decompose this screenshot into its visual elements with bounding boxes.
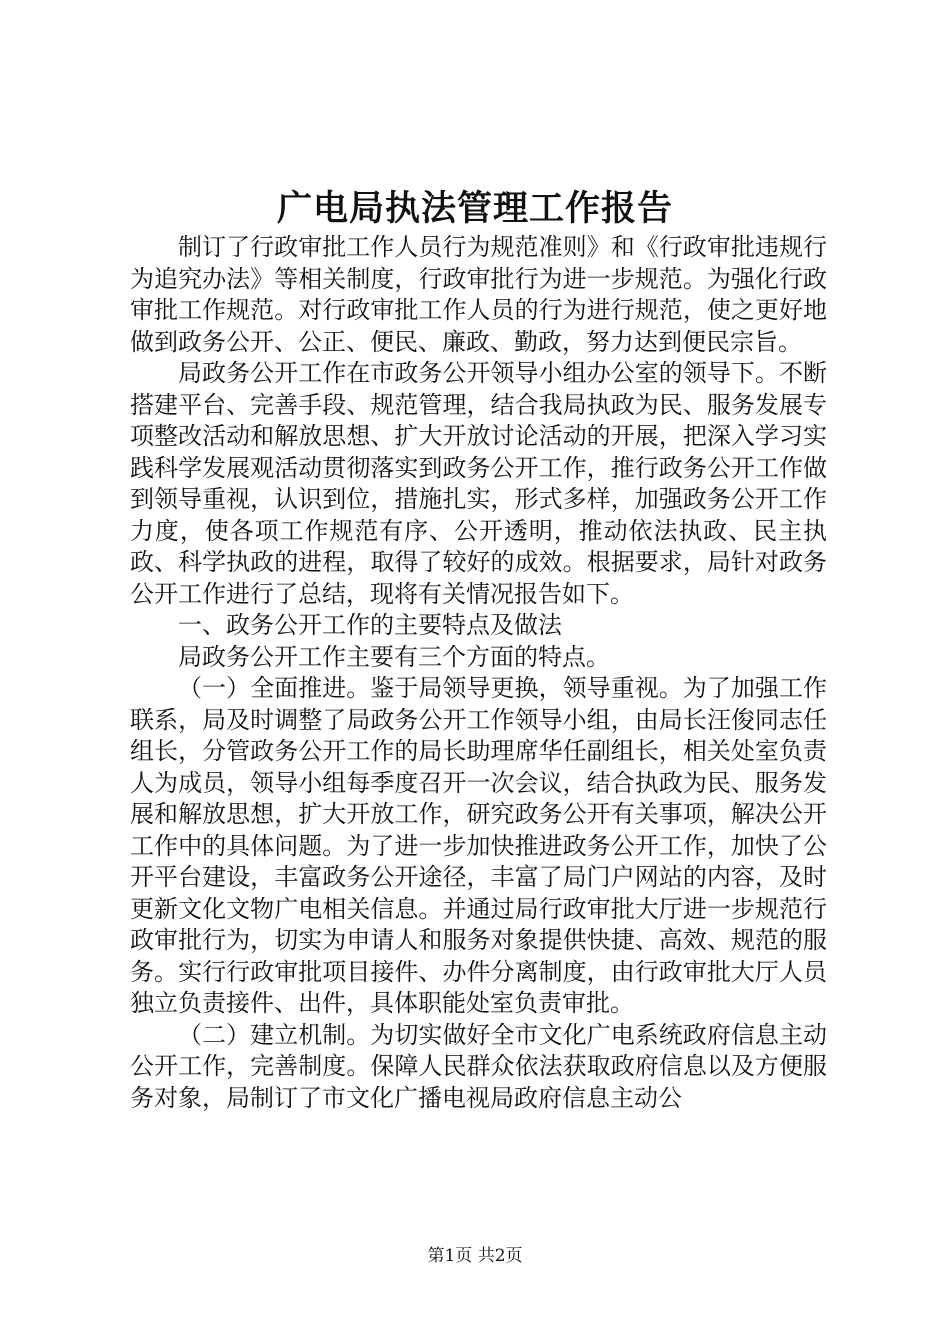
paragraph: 局政务公开工作主要有三个方面的特点。 — [178, 642, 610, 671]
document-title: 广电局执法管理工作报告 — [276, 188, 673, 229]
paragraph: 制订了行政审批工作人员行为规范准则》和《行政审批违规行为追究办法》等相关制度，行政审批行为进一步规范。为强化行政审批工作规范。对行政审批工作人员的行为进行规范，使之更好地做到政务公开、公正、便民、廉政、勤政，努力达到便民宗旨。 — [130, 233, 827, 356]
page-number-footer: 第1页 共2页 — [427, 1246, 523, 1266]
paragraph: （二）建立机制。为切实做好全市文化广电系统政府信息主动公开工作，完善制度。保障人民群众依法获取政府信息以及方便服务对象，局制订了市文化广播电视局政府信息主动公 — [130, 1020, 827, 1112]
document-body — [130, 232, 827, 1114]
paragraph: 局政务公开工作在市政务公开领导小组办公室的领导下。不断搭建平台、完善手段、规范管理，结合我局执政为民、服务发展专项整改活动和解放思想、扩大开放讨论活动的开展，把深入学习实践科学发展观活动贯彻落实到政务公开工作，推行政务公开工作做到领导重视，认识到位，措施扎实，形式多样，加强政务公开工作力度，使各项工作规范有序、公开透明，推动依法执政、民主执政、科学执政的进程，取得了较好的成效。根据要求，局针对政务公开工作进行了总结，现将有关情况报告如下。 — [130, 359, 827, 608]
paragraph: （一）全面推进。鉴于局领导更换，领导重视。为了加强工作联系，局及时调整了局政务公开工作领导小组，由局长汪俊同志任组长，分管政务公开工作的局长助理席华任副组长，相关处室负责人为成员，领导小组每季度召开一次会议，结合执政为民、服务发展和解放思想，扩大开放工作，研究政务公开有关事项，解决公开工作中的具体问题。为了进一步加快推进政务公开工作，加快了公开平台建设，丰富政务公开途径，丰富了局门户网站的内容，及时更新文化文物广电相关信息。并通过局行政审批大厅进一步规范行政审批行为，切实为申请人和服务对象提供快捷、高效、规范的服务。实行行政审批项目接件、办件分离制度，由行政审批大厅人员独立负责接件、出件，具体职能处室负责审批。 — [130, 674, 827, 1017]
section-heading: 一、政务公开工作的主要特点及做法 — [178, 611, 562, 639]
